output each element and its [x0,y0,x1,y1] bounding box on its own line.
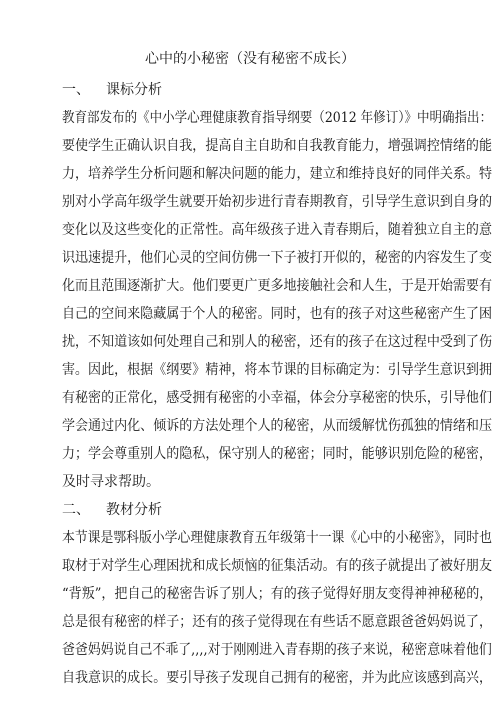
paragraph-line: 力；学会尊重别人的隐私，保守别人的秘密；同时，能够识别危险的秘密， [62,446,492,462]
paragraph-line: 及时寻求帮助。 [62,474,160,490]
paragraph-line: 自我意识的成长。要引导孩子发现自己拥有的秘密，并为此应该感到高兴， [62,670,492,686]
section-heading-1 [62,81,162,99]
paragraph-line: 总是很有秘密的样子；还有的孩子觉得现在有些话不愿意跟爸爸妈妈说了， [62,614,492,630]
section-heading-text: 教材分析 [106,502,162,518]
paragraph-line: 教育部发布的《中小学心理健康教育指导纲要（2012 年修订）》中明确指出： [62,110,493,126]
paragraph-line: 化而且范围逐渐扩大。他们要更广更多地接触社会和人生，于是开始需要有 [62,278,492,294]
paragraph-line: 识迅速提升，他们心灵的空间仿佛一下子被打开似的，秘密的内容发生了变 [62,250,492,266]
section-heading-2 [62,501,162,519]
paragraph-line: 本节课是鄂科版小学心理健康教育五年级第十一课《心中的小秘密》，同时也 [62,530,492,546]
paragraph-line: 自己的空间来隐藏属于个人的秘密。同时，也有的孩子对这些秘密产生了困 [62,306,492,322]
paragraph-line: “背叛”，把自己的秘密告诉了别人；有的孩子觉得好朋友变得神神秘秘的， [62,586,493,602]
paragraph-line: 取材于对学生心理困扰和成长烦恼的征集活动。有的孩子就提出了被好朋友 [62,558,492,574]
paragraph-line: 要使学生正确认识自我，提高自主自助和自我教育能力，增强调控情绪的能 [62,138,492,154]
section-number: 二、 [62,502,90,518]
paragraph-line: 扰，不知道该如何处理自己和别人的秘密，还有的孩子在这过程中受到了伤 [62,334,492,350]
paragraph-line: 别对小学高年级学生就要开始初步进行青春期教育，引导学生意识到自身的 [62,194,492,210]
paragraph-line: 害。因此，根据《纲要》精神，将本节课的目标确定为：引导学生意识到拥 [62,362,492,378]
section-number: 一、 [62,82,90,98]
paragraph-line: 学会通过内化、倾诉的方法处理个人的秘密，从而缓解忧伤孤独的情绪和压 [62,418,492,434]
paragraph-line: 爸爸妈妈说自己不乖了,,,,对于刚刚进入青春期的孩子来说，秘密意味着他们 [62,642,492,658]
document-title: 心中的小秘密（没有秘密不成长） [145,51,355,67]
paragraph-line: 有秘密的正常化，感受拥有秘密的小幸福，体会分享秘密的快乐，引导他们 [62,390,492,406]
paragraph-line: 变化以及这些变化的正常性。高年级孩子进入青春期后，随着独立自主的意 [62,222,492,238]
section-heading-text: 课标分析 [106,82,162,98]
paragraph-line: 力，培养学生分析问题和解决问题的能力，建立和维持良好的同伴关系。特 [62,166,492,182]
